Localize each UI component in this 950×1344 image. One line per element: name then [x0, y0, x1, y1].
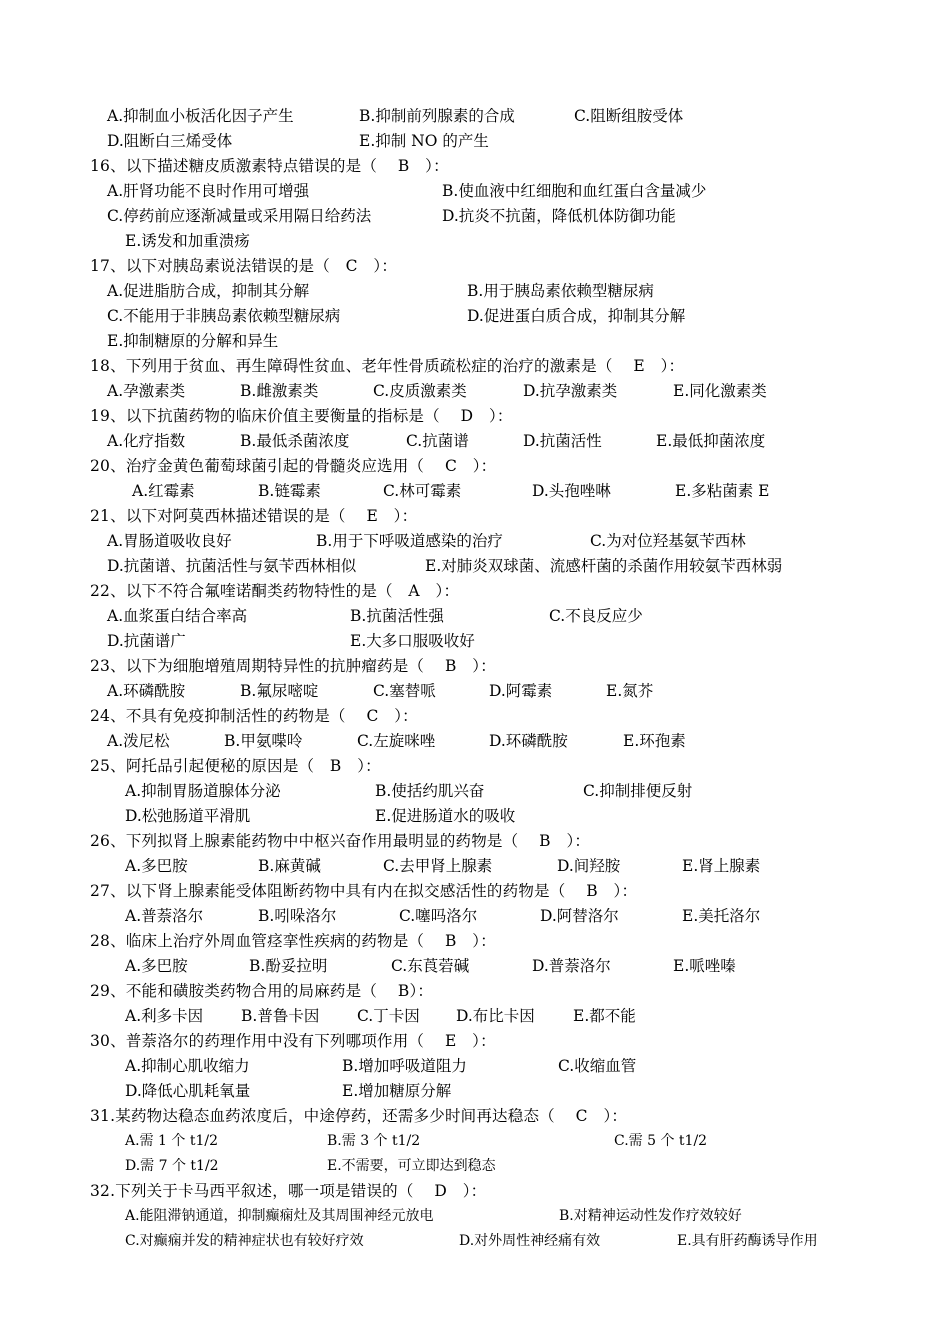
- option-c: C.丁卡因: [357, 1007, 420, 1025]
- option-d: D.松弛肠道平滑肌: [125, 807, 251, 825]
- option-c: C.抑制排便反射: [583, 782, 693, 800]
- option-e: E.都不能: [573, 1007, 636, 1025]
- option-b: B.吲哚洛尔: [258, 907, 337, 925]
- question-23: [0, 655, 950, 679]
- option-a: A.抑制血小板活化因子产生: [107, 107, 294, 125]
- option-e: E.抑制糖原的分解和异生: [107, 332, 279, 350]
- option-c: C.抗菌谱: [406, 432, 469, 450]
- option-a: A.胃肠道吸收良好: [107, 532, 232, 550]
- question-text: 29、不能和磺胺类药物合用的局麻药是（ B）：: [90, 982, 434, 1000]
- question-text: 32.下列关于卡马西平叙述，哪一项是错误的（ D ）：: [90, 1182, 487, 1200]
- question-text: 24、不具有免疫抑制活性的药物是（ C ）：: [90, 707, 418, 725]
- question-text: 20、治疗金黄色葡萄球菌引起的骨髓炎应选用（ C ）：: [90, 457, 497, 475]
- option-b: B.对精神运动性发作疗效较好: [559, 1208, 742, 1224]
- question-29: [0, 980, 950, 1004]
- question-22: [0, 580, 950, 604]
- options-line: [0, 1205, 950, 1229]
- option-c: C.噻吗洛尔: [399, 907, 478, 925]
- option-a: A.化疗指数: [107, 432, 186, 450]
- option-e: E.多粘菌素 E: [675, 482, 770, 500]
- question-25: [0, 755, 950, 779]
- option-b: B.增加呼吸道阻力: [342, 1057, 467, 1075]
- option-d: D.环磷酰胺: [489, 732, 568, 750]
- option-a: A.多巴胺: [125, 857, 188, 875]
- question-16: [0, 155, 950, 179]
- option-b: B.氟尿嘧啶: [240, 682, 319, 700]
- option-c: C.需 5 个 t1/2: [614, 1133, 708, 1149]
- options-line: [0, 730, 950, 754]
- option-b: B.用于胰岛素依赖型糖尿病: [467, 282, 654, 300]
- option-a: A.促进脂肪合成，抑制其分解: [107, 282, 310, 300]
- option-a: A.血浆蛋白结合率高: [107, 607, 248, 625]
- options-line: [0, 280, 950, 304]
- option-c: C.皮质激素类: [373, 382, 467, 400]
- options-line: [0, 430, 950, 454]
- question-text: 26、下列拟肾上腺素能药物中中枢兴奋作用最明显的药物是（ B ）：: [90, 832, 591, 850]
- option-d: D.阿霉素: [489, 682, 553, 700]
- options-line: [0, 1005, 950, 1029]
- option-d: D.间羟胺: [557, 857, 621, 875]
- options-line: [0, 380, 950, 404]
- option-e: E.氮芥: [606, 682, 654, 700]
- option-a: A.抑制心肌收缩力: [125, 1057, 250, 1075]
- option-d: D.普萘洛尔: [532, 957, 611, 975]
- option-e: E.抑制 NO 的产生: [359, 132, 489, 150]
- options-line: [0, 605, 950, 629]
- option-d: D.抗菌活性: [523, 432, 602, 450]
- option-b: B.最低杀菌浓度: [240, 432, 350, 450]
- options-line: [0, 330, 950, 354]
- question-24: [0, 705, 950, 729]
- question-text: 28、临床上治疗外周血管痉挛性疾病的药物是（ B ）：: [90, 932, 496, 950]
- option-d: D.布比卡因: [456, 1007, 535, 1025]
- option-c: C.不良反应少: [549, 607, 643, 625]
- option-d: D.头孢唑啉: [532, 482, 611, 500]
- options-line: [0, 955, 950, 979]
- question-text: 25、阿托品引起便秘的原因是（ B ）：: [90, 757, 381, 775]
- option-d: D.对外周性神经痛有效: [459, 1233, 601, 1249]
- option-a: A.普萘洛尔: [125, 907, 204, 925]
- question-18: [0, 355, 950, 379]
- option-a: A.利多卡因: [125, 1007, 204, 1025]
- option-a: A.泼尼松: [107, 732, 170, 750]
- option-d: D.降低心肌耗氧量: [125, 1082, 251, 1100]
- options-line: [0, 680, 950, 704]
- option-e: E.哌唑嗪: [673, 957, 736, 975]
- options-line: [0, 205, 950, 229]
- question-text: 16、以下描述糖皮质激素特点错误的是（ B ）：: [90, 157, 449, 175]
- question-text: 17、以下对胰岛素说法错误的是（ C ）：: [90, 257, 398, 275]
- option-b: B.需 3 个 t1/2: [327, 1133, 421, 1149]
- options-line: [0, 1080, 950, 1104]
- options-line: [0, 180, 950, 204]
- option-a: A.需 1 个 t1/2: [125, 1133, 218, 1149]
- option-e: E.同化激素类: [673, 382, 767, 400]
- option-c: C.停药前应逐渐减量或采用隔日给药法: [107, 207, 372, 225]
- option-d: D.抗菌谱广: [107, 632, 186, 650]
- option-c: C.左旋咪唑: [357, 732, 436, 750]
- option-c: C.收缩血管: [558, 1057, 637, 1075]
- question-30: [0, 1030, 950, 1054]
- option-e: E.诱发和加重溃疡: [125, 232, 250, 250]
- option-d: D.抗炎不抗菌，降低机体防御功能: [442, 207, 676, 225]
- options-line: [0, 1155, 950, 1179]
- option-d: D.抗孕激素类: [523, 382, 618, 400]
- option-b: B.链霉素: [258, 482, 321, 500]
- option-e: E.美托洛尔: [682, 907, 761, 925]
- options-line: [0, 130, 950, 154]
- options-line: [0, 630, 950, 654]
- question-26: [0, 830, 950, 854]
- option-b: B.使血液中红细胞和血红蛋白含量减少: [442, 182, 707, 200]
- question-text: 23、以下为细胞增殖周期特异性的抗肿瘤药是（ B ）：: [90, 657, 496, 675]
- option-e: E.大多口服吸收好: [350, 632, 475, 650]
- option-e: E.不需要，可立即达到稳态: [327, 1158, 496, 1174]
- option-c: C.东莨菪碱: [391, 957, 470, 975]
- option-e: E.最低抑菌浓度: [656, 432, 766, 450]
- option-c: C.对癫痫并发的精神症状也有较好疗效: [125, 1233, 364, 1249]
- option-b: B.酚妥拉明: [249, 957, 328, 975]
- option-b: B.普鲁卡因: [241, 1007, 320, 1025]
- options-line: [0, 480, 950, 504]
- question-31: [0, 1105, 950, 1129]
- options-line: [0, 905, 950, 929]
- options-line: [0, 1055, 950, 1079]
- question-21: [0, 505, 950, 529]
- options-line: [0, 1230, 950, 1254]
- question-20: [0, 455, 950, 479]
- option-d: D.促进蛋白质合成，抑制其分解: [467, 307, 686, 325]
- question-text: 22、以下不符合氟喹诺酮类药物特性的是（ A ）：: [90, 582, 460, 600]
- option-a: A.环磷酰胺: [107, 682, 186, 700]
- option-b: B.雌激素类: [240, 382, 319, 400]
- question-text: 18、下列用于贫血、再生障碍性贫血、老年性骨质疏松症的治疗的激素是（ E ）：: [90, 357, 685, 375]
- option-e: E.增加糖原分解: [342, 1082, 452, 1100]
- question-32: [0, 1180, 950, 1204]
- option-b: B.甲氨喋呤: [224, 732, 303, 750]
- option-d: D.需 7 个 t1/2: [125, 1158, 219, 1174]
- options-line: [0, 1130, 950, 1154]
- options-line: [0, 555, 950, 579]
- option-e: E.促进肠道水的吸收: [375, 807, 516, 825]
- option-d: D.阻断白三烯受体: [107, 132, 233, 150]
- options-line: [0, 105, 950, 129]
- option-d: D.抗菌谱、抗菌活性与氨苄西林相似: [107, 557, 357, 575]
- option-a: A.抑制胃肠道腺体分泌: [125, 782, 281, 800]
- options-line: [0, 530, 950, 554]
- option-b: B.抗菌活性强: [350, 607, 444, 625]
- options-line: [0, 230, 950, 254]
- question-28: [0, 930, 950, 954]
- question-17: [0, 255, 950, 279]
- option-a: A.孕激素类: [107, 382, 186, 400]
- question-27: [0, 880, 950, 904]
- option-a: A.多巴胺: [125, 957, 188, 975]
- option-c: C.为对位羟基氨苄西林: [590, 532, 746, 550]
- option-c: C.塞替哌: [373, 682, 436, 700]
- question-text: 21、以下对阿莫西林描述错误的是（ E ）：: [90, 507, 418, 525]
- option-b: B.抑制前列腺素的合成: [359, 107, 515, 125]
- question-text: 27、以下肾上腺素能受体阻断药物中具有内在拟交感活性的药物是（ B ）：: [90, 882, 638, 900]
- option-c: C.林可霉素: [383, 482, 462, 500]
- option-e: E.具有肝药酶诱导作用: [677, 1233, 818, 1249]
- question-text: 19、以下抗菌药物的临床价值主要衡量的指标是（ D ）：: [90, 407, 513, 425]
- option-e: E.环孢素: [623, 732, 686, 750]
- option-c: C.不能用于非胰岛素依赖型糖尿病: [107, 307, 341, 325]
- options-line: [0, 305, 950, 329]
- options-line: [0, 780, 950, 804]
- option-b: B.麻黄碱: [258, 857, 321, 875]
- option-a: A.能阻滞钠通道，抑制癫痫灶及其周围神经元放电: [125, 1208, 434, 1224]
- option-c: C.阻断组胺受体: [574, 107, 684, 125]
- options-line: [0, 855, 950, 879]
- option-b: B.使括约肌兴奋: [375, 782, 485, 800]
- option-d: D.阿替洛尔: [540, 907, 619, 925]
- question-19: [0, 405, 950, 429]
- options-line: [0, 805, 950, 829]
- option-a: A.肝肾功能不良时作用可增强: [107, 182, 310, 200]
- option-e: E.对肺炎双球菌、流感杆菌的杀菌作用较氨苄西林弱: [425, 557, 783, 575]
- option-b: B.用于下呼吸道感染的治疗: [316, 532, 503, 550]
- option-a: A.红霉素: [132, 482, 195, 500]
- option-e: E.肾上腺素: [682, 857, 761, 875]
- question-text: 30、普萘洛尔的药理作用中没有下列哪项作用（ E ）：: [90, 1032, 496, 1050]
- question-text: 31.某药物达稳态血药浓度后，中途停药，还需多少时间再达稳态（ C ）：: [90, 1107, 628, 1125]
- option-c: C.去甲肾上腺素: [383, 857, 493, 875]
